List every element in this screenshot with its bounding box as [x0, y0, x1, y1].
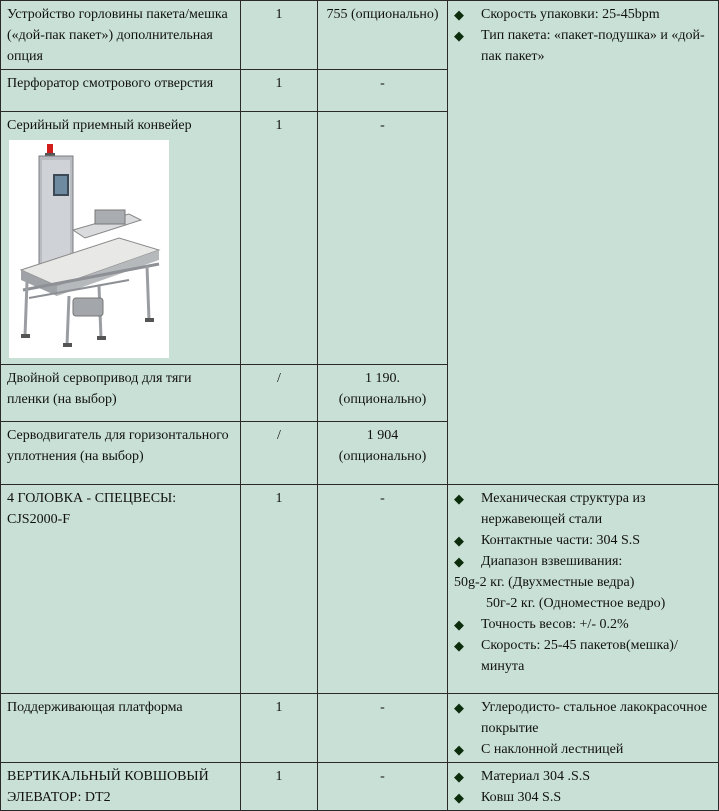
diamond-bullet-icon: ◆ — [454, 742, 464, 757]
list-item: ◆ Скорость: 25-45 пакетов(мешка)/ минута — [454, 635, 712, 677]
item-qty: 1 — [241, 1, 318, 70]
diamond-bullet-icon: ◆ — [454, 617, 464, 632]
item-price: 1 904 (опционально) — [318, 422, 448, 485]
item-price: - — [318, 70, 448, 112]
item-qty: 1 — [241, 694, 318, 763]
item-qty: / — [241, 365, 318, 422]
list-item: ◆ Материал 304 .S.S — [454, 766, 712, 787]
item-qty: 1 — [241, 70, 318, 112]
feature-cell-packer — [448, 1, 719, 485]
list-item: ◆ С наклонной лестницей — [454, 739, 712, 760]
table-row — [1, 485, 719, 694]
diamond-bullet-icon: ◆ — [454, 790, 464, 805]
item-name: 4 ГОЛОВКА - СПЕЦВЕСЫ: CJS2000-F — [1, 485, 241, 694]
list-item: ◆ Тип пакета: «пакет-подушка» и «дой-пак пакет» — [454, 25, 712, 67]
item-name: ВЕРТИКАЛЬНЫЙ КОВШОВЫЙ ЭЛЕВАТОР: DT2 — [1, 763, 241, 811]
feature-cell-elevator — [448, 763, 719, 811]
list-item: ◆ Точность весов: +/- 0.2% — [454, 614, 712, 635]
diamond-bullet-icon: ◆ — [454, 7, 464, 22]
table-row — [1, 694, 719, 763]
item-name: Устройство горловины пакета/мешка («дой-пак пакет») дополнительная опция — [1, 1, 241, 70]
diamond-bullet-icon: ◆ — [454, 769, 464, 784]
table-row — [1, 1, 719, 70]
item-price: - — [318, 694, 448, 763]
checkweigher-conveyor-photo — [9, 140, 169, 358]
list-item: ◆ Скорость упаковки: 25-45bpm — [454, 4, 712, 25]
diamond-bullet-icon: ◆ — [454, 28, 464, 43]
diamond-bullet-icon: ◆ — [454, 533, 464, 548]
list-item: ◆ Углеродисто- стальное лакокрасочное покрытие — [454, 697, 712, 739]
feature-cell-platform — [448, 694, 719, 763]
item-price: - — [318, 763, 448, 811]
item-price: - — [318, 485, 448, 694]
item-name: Серийный приемный конвейер — [7, 118, 192, 133]
item-qty: / — [241, 422, 318, 485]
item-price: 755 (опционально) — [318, 1, 448, 70]
item-name: Двойной сервопривод для тяги пленки (на выбор) — [1, 365, 241, 422]
item-price: - — [318, 112, 448, 365]
diamond-bullet-icon: ◆ — [454, 554, 464, 569]
item-name: Перфоратор смотрового отверстия — [1, 70, 241, 112]
list-item: ◆ Диапазон взвешивания: — [454, 551, 712, 572]
list-item: ◆ Ковш 304 S.S — [454, 787, 712, 808]
weigher-range-line: 50g-2 кг. (Двухместные ведра) — [454, 575, 635, 590]
item-name: Серводвигатель для горизонтального уплотнения (на выбор) — [1, 422, 241, 485]
list-item: ◆ Механическая структура из нержавеющей стали — [454, 488, 712, 530]
diamond-bullet-icon: ◆ — [454, 700, 464, 715]
table-row — [1, 763, 719, 811]
weigher-range-line: 50г-2 кг. (Одноместное ведро) — [486, 596, 666, 611]
item-name-with-image — [1, 112, 241, 365]
item-qty: 1 — [241, 112, 318, 365]
list-item: ◆ Контактные части: 304 S.S — [454, 530, 712, 551]
item-name: Поддерживающая платформа — [1, 694, 241, 763]
diamond-bullet-icon: ◆ — [454, 491, 464, 506]
item-qty: 1 — [241, 485, 318, 694]
item-price: 1 190. (опционально) — [318, 365, 448, 422]
feature-cell-weigher — [448, 485, 719, 694]
item-qty: 1 — [241, 763, 318, 811]
diamond-bullet-icon: ◆ — [454, 638, 464, 653]
